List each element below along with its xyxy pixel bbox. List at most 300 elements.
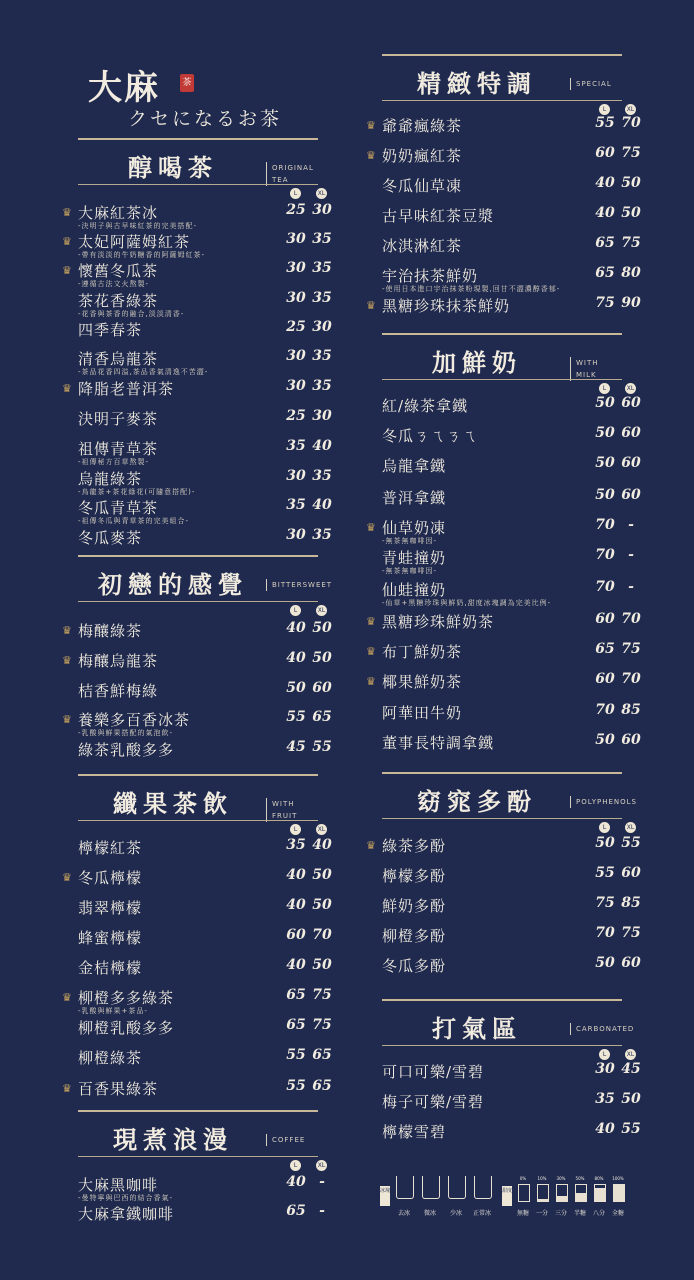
section-rule-bottom [382,818,622,819]
brand-stamp: 茶 [180,74,194,92]
section-rule-bottom [382,379,622,380]
price-xl: 90 [621,295,641,311]
menu-item[interactable] [62,620,332,648]
price-l: 60 [286,927,306,943]
price-xl: 70 [312,927,332,943]
price-xl: 30 [312,202,332,218]
item-name: 紅/綠茶拿鐵 [382,397,469,415]
size-l-badge: L [290,605,301,616]
price-l: 70 [595,925,615,941]
sugar-level-icon [575,1184,587,1202]
item-description: -祖傳秘方百草熬製- [78,458,150,466]
menu-item[interactable] [382,732,641,760]
item-name: 椰果鮮奶茶 [382,673,463,691]
crown-icon: ♛ [366,119,376,132]
sugar-level-fill [538,1199,548,1201]
price-xl: - [628,517,634,533]
section-subtitle: WITH MILK [570,357,622,381]
item-name: 仙蛙撞奶 [382,581,447,599]
sugar-level-icon [537,1184,549,1202]
price-l: 70 [595,702,615,718]
crown-icon: ♛ [366,675,376,688]
size-l-badge: L [290,824,301,835]
crown-icon: ♛ [62,264,72,277]
section-subtitle: ORIGINAL TEA [266,162,318,186]
ice-cup-icon [448,1176,466,1199]
price-xl: 75 [621,235,641,251]
section-subtitle: COFFEE [266,1134,305,1146]
menu-item[interactable] [366,517,634,545]
price-xl: 35 [312,527,332,543]
price-l: 60 [595,671,615,687]
section-title: 醇喝茶 [128,153,218,182]
item-name: 烏龍綠茶 [78,470,143,488]
menu-item[interactable] [382,425,641,453]
price-xl: 75 [312,1017,332,1033]
price-xl: 85 [621,702,641,718]
item-name: 冬瓜多酚 [382,957,447,975]
section-subtitle: POLYPHENOLS [570,796,637,808]
price-l: 70 [595,579,615,595]
price-xl: 50 [621,175,641,191]
price-l: 60 [595,145,615,161]
menu-item[interactable] [78,438,332,466]
price-xl: 65 [312,709,332,725]
size-xl-badge: XL [626,1051,635,1058]
section-title: 打氣區 [432,1014,522,1043]
item-name: 決明子麥茶 [78,410,159,428]
menu-item[interactable] [78,1203,325,1231]
price-l: 40 [286,650,306,666]
sugar-option-label: 一分 [535,1210,548,1217]
item-description: -決明子與古早味紅茶的完美搭配- [78,222,198,230]
price-xl: 85 [621,895,641,911]
menu-item[interactable] [382,579,634,607]
size-l-badge: L [599,822,610,833]
price-xl: 55 [312,739,332,755]
price-xl: 50 [621,1091,641,1107]
price-xl: 30 [312,408,332,424]
sugar-option-label: 半糖 [573,1210,586,1217]
crown-icon: ♛ [62,235,72,248]
item-name: 柳橙乳酸多多 [78,1019,175,1037]
item-description: -烏龍茶+茶花綠花(可隨意搭配)- [78,488,196,496]
item-name: 檸檬雪碧 [382,1123,447,1141]
menu-item[interactable] [78,1174,325,1202]
menu-item[interactable] [382,235,641,263]
price-l: 45 [286,739,306,755]
menu-item[interactable] [62,231,332,259]
sugar-option-label: 無糖 [516,1210,529,1217]
price-l: 50 [595,487,615,503]
sugar-percent: 50% [575,1176,585,1181]
section-title: 初戀的感覺 [98,570,248,599]
section-rule-bottom [78,601,318,602]
price-l: 40 [595,175,615,191]
menu-item[interactable] [366,115,641,143]
item-description: -茶品花香四溢,茶品香氣清逸不苦澀- [78,368,209,376]
price-l: 40 [286,867,306,883]
menu-item[interactable] [382,1091,641,1119]
item-description: -曼特寧與巴西的結合香氣- [78,1194,174,1202]
price-l: 55 [286,1047,306,1063]
section-rule-bottom [78,1156,318,1157]
item-description: -帶有淡淡的牛奶糖香的阿薩姆紅茶- [78,251,206,259]
menu-item[interactable] [78,408,332,436]
sugar-tag: 甜度 [502,1186,512,1206]
section-title: 纖果茶飲 [113,789,233,818]
item-name: 清香烏龍茶 [78,350,159,368]
menu-item[interactable] [382,865,641,893]
price-xl: - [628,547,634,563]
item-name: 檸檬多酚 [382,867,447,885]
price-xl: 80 [621,265,641,281]
item-name: 大麻拿鐵咖啡 [78,1205,175,1223]
sugar-option-label: 全糖 [611,1210,624,1217]
item-description: -乳酸與鮮果搭配的氣泡飲- [78,729,174,737]
price-xl: 75 [621,641,641,657]
menu-item[interactable] [366,835,641,863]
price-xl: 50 [312,897,332,913]
menu-item[interactable] [78,957,332,985]
price-xl: 35 [312,378,332,394]
price-l: 40 [286,620,306,636]
price-l: 30 [286,527,306,543]
sugar-option-label: 三分 [554,1210,567,1217]
price-l: 30 [595,1061,615,1077]
item-name: 黑糖珍珠鮮奶茶 [382,613,495,631]
menu-item[interactable] [382,702,641,730]
price-l: 50 [595,395,615,411]
menu-item[interactable] [382,395,641,423]
section-subtitle: CARBONATED [570,1023,634,1035]
item-name: 柳橙綠茶 [78,1049,143,1067]
ice-cup-icon [422,1176,440,1199]
menu-item[interactable] [62,650,332,678]
menu-item[interactable] [78,1017,332,1045]
item-name: 鮮奶多酚 [382,897,447,915]
item-name: 烏龍拿鐵 [382,457,447,475]
section-rule-top [382,999,622,1001]
price-xl: 50 [312,620,332,636]
item-name: 養樂多百香冰茶 [78,711,191,729]
item-name: 冬瓜麥茶 [78,529,143,547]
price-xl: 50 [312,867,332,883]
sugar-level-icon [594,1184,606,1202]
item-name: 蜂蜜檸檬 [78,929,143,947]
item-description: -無茶無咖啡因- [382,567,438,575]
sugar-level-icon [556,1184,568,1202]
item-name: 綠茶乳酸多多 [78,741,175,759]
price-l: 25 [286,319,306,335]
price-xl: 40 [312,438,332,454]
sugar-percent: 0% [519,1176,527,1181]
ice-option-label: 微冰 [423,1210,436,1217]
price-xl: 45 [621,1061,641,1077]
sugar-percent: 10% [537,1176,547,1181]
sugar-level-fill [576,1193,586,1201]
menu-item[interactable] [62,260,332,288]
section-rule-top [78,774,318,776]
item-name: 古早味紅茶豆漿 [382,207,495,225]
menu-item[interactable] [382,1121,641,1149]
item-name: 宇治抹茶鮮奶 [382,267,479,285]
item-description: -無茶無咖啡因- [382,537,438,545]
price-l: 35 [286,497,306,513]
menu-item[interactable] [366,641,641,669]
price-xl: 65 [312,1047,332,1063]
item-name: 青蛙撞奶 [382,549,447,567]
menu-item[interactable] [366,671,641,699]
item-name: 祖傳青草茶 [78,440,159,458]
section-title: 精緻特調 [417,69,537,98]
ice-option-label: 正常冰 [472,1210,491,1217]
price-l: 55 [286,709,306,725]
item-name: 冬瓜檸檬 [78,869,143,887]
price-xl: 35 [312,290,332,306]
item-name: 可口可樂/雪碧 [382,1063,485,1081]
price-xl: 60 [621,487,641,503]
price-xl: 35 [312,348,332,364]
sugar-percent: 80% [594,1176,604,1181]
section-title: 現煮浪漫 [113,1125,233,1154]
menu-item[interactable] [78,1047,332,1075]
size-xl-badge: XL [317,826,326,833]
size-l-badge: L [290,1160,301,1171]
item-name: 太妃阿薩姆紅茶 [78,233,191,251]
price-l: 50 [595,955,615,971]
price-l: 30 [286,290,306,306]
menu-item[interactable] [366,145,641,173]
price-l: 55 [595,115,615,131]
menu-item[interactable] [382,895,641,923]
price-l: 25 [286,202,306,218]
section-rule-top [382,54,622,56]
price-l: 75 [595,295,615,311]
price-l: 65 [286,1203,306,1219]
item-name: 懷舊冬瓜茶 [78,262,159,280]
item-name: 梅釀烏龍茶 [78,652,159,670]
size-xl-badge: XL [626,824,635,831]
section-rule-top [78,1110,318,1112]
item-name: 柳橙多酚 [382,927,447,945]
sugar-percent: 100% [612,1176,624,1181]
menu-item[interactable] [382,265,641,293]
menu-item[interactable] [78,497,332,525]
item-name: 大麻紅茶冰 [78,204,159,222]
price-xl: 40 [312,837,332,853]
item-description: -花香與茶香的融合,淡淡清香- [78,310,185,318]
size-l-badge: L [599,104,610,115]
menu-item[interactable] [78,290,332,318]
item-description: -祖傳冬瓜與青草茶的完美組合- [78,517,190,525]
price-l: 30 [286,260,306,276]
item-name: 翡翠檸檬 [78,899,143,917]
section-rule-top [78,138,318,140]
size-l-badge: L [599,383,610,394]
crown-icon: ♛ [366,839,376,852]
sugar-level-fill [614,1185,624,1201]
price-l: 65 [595,641,615,657]
price-l: 70 [595,547,615,563]
crown-icon: ♛ [62,382,72,395]
item-name: 冰淇淋紅茶 [382,237,463,255]
price-l: 50 [595,732,615,748]
price-l: 55 [286,1078,306,1094]
section-rule-top [382,333,622,335]
ice-tag: 冰塊 [380,1186,390,1206]
item-name: 茶花香綠茶 [78,292,159,310]
ice-sugar-legend [380,1170,630,1230]
item-name: 大麻黑咖啡 [78,1176,159,1194]
price-xl: - [628,579,634,595]
price-xl: 70 [621,611,641,627]
price-xl: 75 [621,925,641,941]
price-l: 40 [286,1174,306,1190]
section-subtitle: SPECIAL [570,78,612,90]
menu-item[interactable] [78,468,332,496]
item-name: 董事長特調拿鐵 [382,734,495,752]
section-rule-top [382,772,622,774]
price-l: 65 [286,1017,306,1033]
brand-tagline: クセになるお茶 [128,108,283,130]
menu-item[interactable] [382,1061,641,1089]
price-xl: 60 [621,865,641,881]
brand-logo [80,60,320,130]
crown-icon: ♛ [366,149,376,162]
menu-item[interactable] [78,348,332,376]
price-l: 70 [595,517,615,533]
item-description: -遵循古法文火熬製- [78,280,150,288]
item-description: -使用日本進口宇治抹茶粉現製,回甘不澀濃醇香郁- [382,285,561,293]
price-l: 35 [595,1091,615,1107]
menu-item[interactable] [78,927,332,955]
size-l-badge: L [290,188,301,199]
crown-icon: ♛ [366,615,376,628]
section-subtitle: BITTERSWEET [266,579,332,591]
menu-item[interactable] [78,680,332,708]
section-rule-top [78,555,318,557]
crown-icon: ♛ [62,713,72,726]
section-rule-bottom [78,184,318,185]
crown-icon: ♛ [62,624,72,637]
price-l: 40 [595,1121,615,1137]
price-l: 50 [595,455,615,471]
menu-item[interactable] [366,611,641,639]
section-rule-bottom [382,1045,622,1046]
menu-item[interactable] [382,925,641,953]
size-xl-badge: XL [626,385,635,392]
price-l: 30 [286,348,306,364]
price-l: 30 [286,378,306,394]
price-xl: 60 [621,455,641,471]
item-name: 冬瓜仙草凍 [382,177,463,195]
size-l-badge: L [599,1049,610,1060]
menu-item[interactable] [382,455,641,483]
price-xl: - [319,1203,325,1219]
item-name: 檸檬紅茶 [78,839,143,857]
price-l: 55 [595,865,615,881]
crown-icon: ♛ [62,1082,72,1095]
menu-item[interactable] [382,487,641,515]
size-xl-badge: XL [317,190,326,197]
menu-item[interactable] [62,202,332,230]
item-name: 桔香鮮梅綠 [78,682,159,700]
price-xl: 30 [312,319,332,335]
sugar-level-icon [518,1184,530,1202]
menu-item[interactable] [382,955,641,983]
price-l: 30 [286,468,306,484]
item-description: -仙草+黑糖珍珠與鮮奶,甜度冰塊調為完美比例- [382,599,552,607]
crown-icon: ♛ [366,645,376,658]
price-l: 40 [595,205,615,221]
menu-item[interactable] [382,205,641,233]
ice-cup-icon [396,1176,414,1199]
price-xl: 55 [621,1121,641,1137]
menu-item[interactable] [382,547,634,575]
menu-item[interactable] [78,897,332,925]
menu-item[interactable] [62,867,332,895]
item-name: 降脂老普洱茶 [78,380,175,398]
price-l: 35 [286,837,306,853]
price-xl: - [319,1174,325,1190]
price-l: 35 [286,438,306,454]
price-xl: 65 [312,1078,332,1094]
section-title: 窈窕多酚 [417,787,537,816]
sugar-percent: 30% [556,1176,566,1181]
crown-icon: ♛ [62,871,72,884]
item-name: 奶奶瘋紅茶 [382,147,463,165]
menu-item[interactable] [62,1078,332,1106]
item-name: 冬瓜ㄋㄟㄋㄟ [382,427,479,445]
price-l: 40 [286,897,306,913]
price-xl: 75 [312,987,332,1003]
price-l: 30 [286,231,306,247]
price-xl: 35 [312,468,332,484]
menu-item[interactable] [78,527,332,555]
ice-option-label: 少冰 [449,1210,462,1217]
menu-item[interactable] [62,987,332,1015]
price-l: 50 [286,680,306,696]
item-name: 百香果綠茶 [78,1080,159,1098]
menu-item[interactable] [78,319,332,347]
crown-icon: ♛ [62,654,72,667]
menu-item[interactable] [78,739,332,767]
menu-item[interactable] [62,378,332,406]
section-title: 加鮮奶 [432,348,522,377]
menu-item[interactable] [366,295,641,323]
section-rule-bottom [78,820,318,821]
price-xl: 60 [312,680,332,696]
price-xl: 60 [621,732,641,748]
item-name: 冬瓜青草茶 [78,499,159,517]
sugar-level-icon [613,1184,625,1202]
size-xl-badge: XL [317,1162,326,1169]
item-name: 柳橙多多綠茶 [78,989,175,1007]
item-name: 金桔檸檬 [78,959,143,977]
price-xl: 60 [621,955,641,971]
price-xl: 35 [312,231,332,247]
menu-item[interactable] [78,837,332,865]
crown-icon: ♛ [62,991,72,1004]
section-subtitle: WITH FRUIT [266,798,318,822]
brand-name: 大麻 [88,68,160,108]
size-xl-badge: XL [317,607,326,614]
menu-item[interactable] [382,175,641,203]
menu-item[interactable] [62,709,332,737]
price-xl: 60 [621,425,641,441]
price-xl: 50 [312,650,332,666]
